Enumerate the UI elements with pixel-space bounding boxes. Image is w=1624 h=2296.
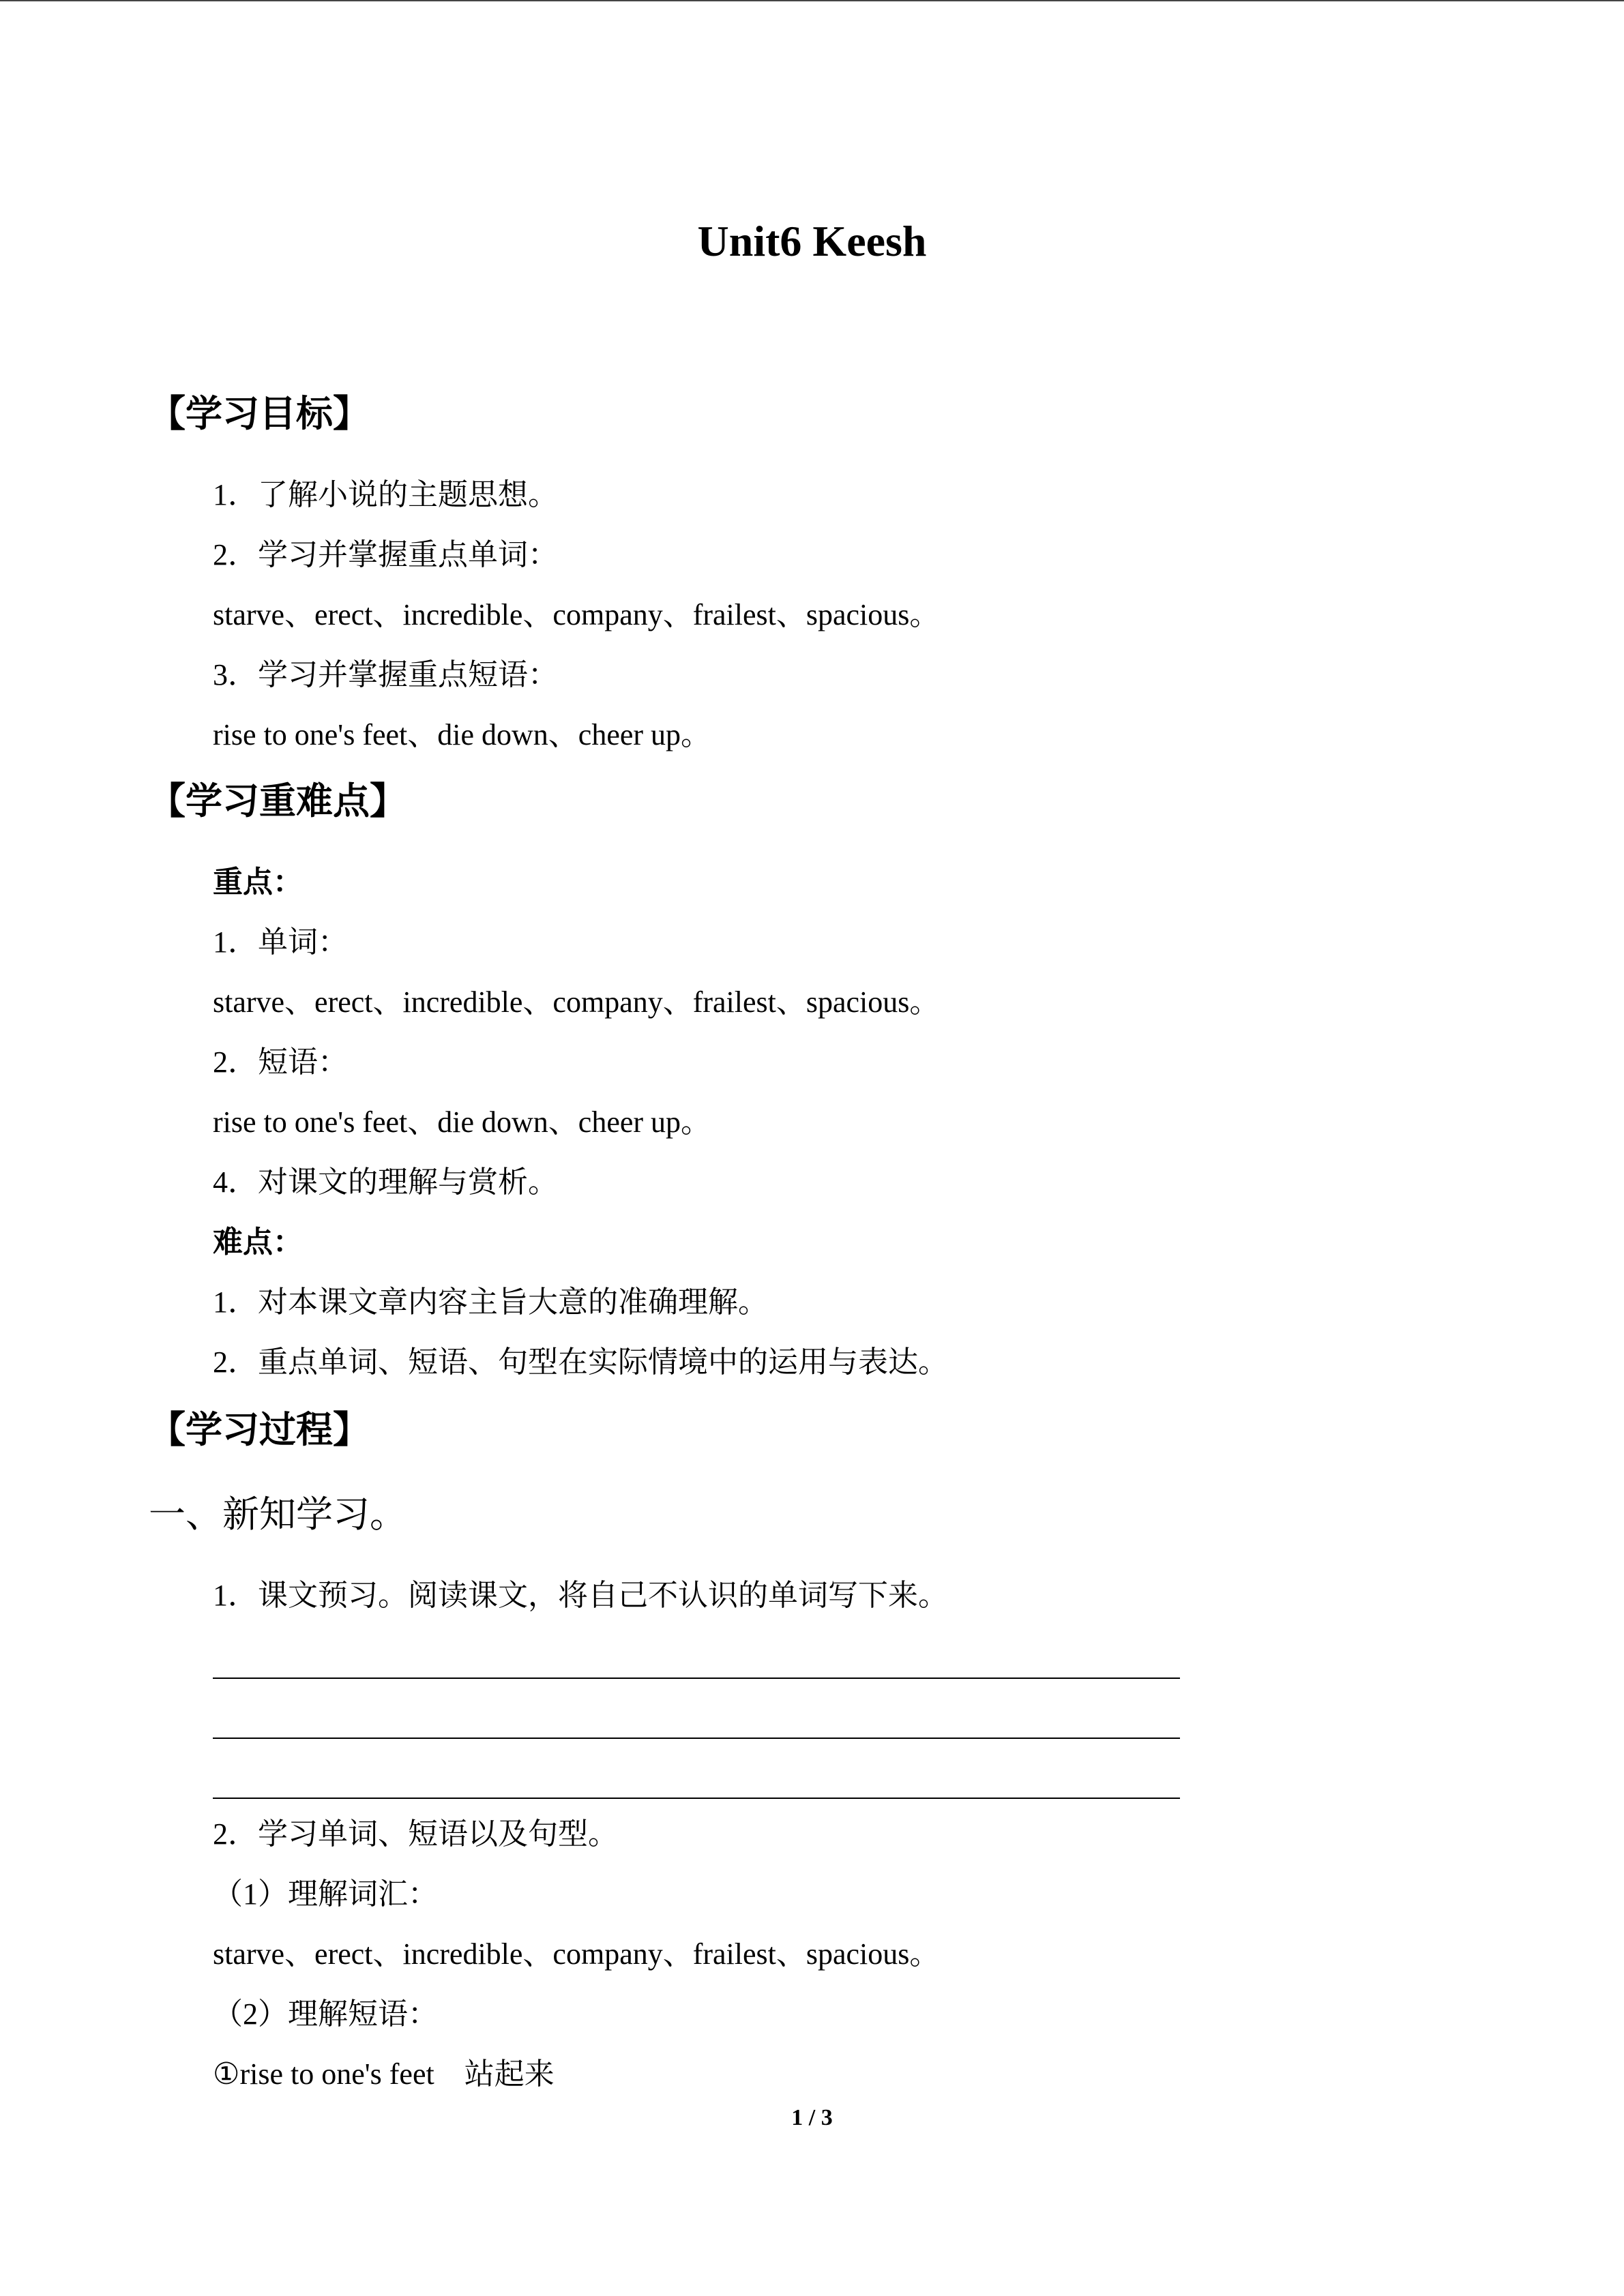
objective-line: 1．了解小说的主题思想。 xyxy=(213,478,558,511)
key-point-words-line: starve、erect、incredible、company、frailest、spacious。 xyxy=(213,985,940,1019)
objective-line: 2．学习并掌握重点单词： xyxy=(213,538,558,571)
answer-blank-line[interactable] xyxy=(213,1798,1180,1799)
process-item-study: 2．学习单词、短语以及句型。 xyxy=(213,1817,618,1851)
key-point-line: 1．单词： xyxy=(213,925,348,959)
sub-item-phrases-label: （2）理解短语： xyxy=(213,1997,438,2031)
section-heading-objectives: 【学习目标】 xyxy=(149,393,370,434)
difficult-point-line: 2．重点单词、短语、句型在实际情境中的运用与表达。 xyxy=(213,1345,948,1379)
key-point-line: 2．短语： xyxy=(213,1045,348,1079)
phrase-item: ①rise to one's feet 站起来 xyxy=(213,2057,555,2091)
answer-blank-line[interactable] xyxy=(213,1738,1180,1739)
key-point-phrases-line: rise to one's feet、die down、cheer up。 xyxy=(213,1105,711,1139)
objective-phrases-line: rise to one's feet、die down、cheer up。 xyxy=(213,718,711,751)
process-item-preview: 1．课文预习。阅读课文，将自己不认识的单词写下来。 xyxy=(213,1579,948,1612)
objective-line: 3．学习并掌握重点短语： xyxy=(213,658,558,691)
difficult-points-label: 难点： xyxy=(213,1225,303,1259)
key-points-label: 重点： xyxy=(213,865,303,899)
section-heading-process: 【学习过程】 xyxy=(149,1410,370,1450)
document-title: Unit6 Keesh xyxy=(697,217,927,265)
difficult-point-line: 1．对本课文章内容主旨大意的准确理解。 xyxy=(213,1285,768,1319)
section-heading-key-points: 【学习重难点】 xyxy=(149,781,407,822)
objective-words-line: starve、erect、incredible、company、frailest、spacious。 xyxy=(213,598,940,631)
page-number: 1 / 3 xyxy=(791,2105,833,2130)
sub-item-vocabulary-words: starve、erect、incredible、company、frailest、spacious。 xyxy=(213,1937,940,1971)
sub-item-vocabulary-label: （1）理解词汇： xyxy=(213,1877,438,1911)
key-point-line: 4．对课文的理解与赏析。 xyxy=(213,1165,558,1199)
part-heading-new-knowledge: 一、新知学习。 xyxy=(149,1494,407,1535)
answer-blank-line[interactable] xyxy=(213,1678,1180,1679)
